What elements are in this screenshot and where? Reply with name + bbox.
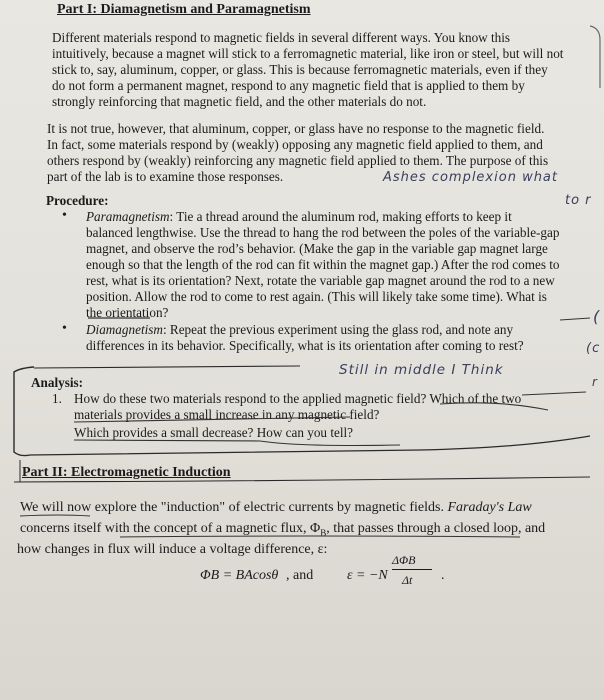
text-line: enough so that the length of the rod can fit within the magnet gap.) After the rod comes to xyxy=(86,257,560,272)
handwritten-note: to r xyxy=(565,193,592,208)
text-line: In fact, some materials respond by (weakly) opposing any magnetic field applied to them, and xyxy=(47,137,543,152)
handwritten-margin-mark: ( xyxy=(593,307,601,326)
bullet-dot: • xyxy=(62,321,67,336)
ink-underline xyxy=(560,318,590,320)
equation-end: . xyxy=(441,568,445,583)
text-line: how changes in flux will induce a voltage difference, ε: xyxy=(17,542,328,557)
text-line: Which provides a small decrease? How can you tell? xyxy=(74,425,354,440)
ink-bracket xyxy=(590,26,600,88)
handwritten-note: Ashes complexion what xyxy=(383,170,559,185)
text-line: intuitively, because a magnet will stick to a ferromagnetic material, like iron or steel, but will not xyxy=(52,46,564,61)
text-line: balanced lengthwise. Use the thread to hang the rod between the poles of the variable-gap xyxy=(86,225,560,240)
equation-separator: , and xyxy=(286,568,314,583)
text-line: do not form a permanent magnet, respond to any magnetic field that is applied to them by xyxy=(52,78,525,93)
text-line: stick to, say, aluminum, copper, or glass. This is because ferromagnetic materials, even if they xyxy=(52,62,548,77)
handwritten-margin-mark: r xyxy=(592,375,598,389)
text-line: Diamagnetism: Repeat the previous experiment using the glass rod, and note any xyxy=(86,322,514,337)
text-line: strongly reinforcing that magnetic field, and the other materials do not. xyxy=(52,94,427,109)
text-line: How do these two materials respond to the applied magnetic field? Which of the two xyxy=(74,391,522,406)
text-line: others respond by (weakly) reinforcing any magnetic field applied to them. The purpose of this xyxy=(47,153,549,168)
part2-heading: Part II: Electromagnetic Induction xyxy=(22,465,231,480)
ink-underline xyxy=(522,392,586,395)
text-line: part of the lab is to examine those responses. xyxy=(47,169,284,184)
question-number: 1. xyxy=(52,391,62,406)
text-line: materials provides a small increase in any magnetic field? xyxy=(74,407,380,422)
equation-emf-numerator: ΔΦB xyxy=(392,553,416,567)
text-line: position. Allow the rod to come to rest again. (This will likely take some time). What is xyxy=(86,289,547,304)
procedure-label: Procedure: xyxy=(46,193,109,208)
text-line: It is not true, however, that aluminum, copper, or glass have no response to the magnetic field. xyxy=(47,121,545,136)
text-line: magnet, and observe the rod’s behavior. (Make the gap in the variable gap magnet large xyxy=(86,241,548,256)
text-line: We will now explore the "induction" of electric currents by magnetic fields. Faraday's Law xyxy=(20,500,532,515)
equation-emf-left: ε = −N xyxy=(347,568,388,583)
ink-line xyxy=(34,366,300,368)
text-line: concerns itself with the concept of a magnetic flux, $\Phi_B$, that passes through a closed loop, and xyxy=(20,521,546,538)
text-line: rest, what is its orientation? Next, rotate the variable gap magnet around the rod to a new xyxy=(86,273,555,288)
text-line: Different materials respond to magnetic fields in several different ways. You know this xyxy=(52,30,511,45)
part1-heading: Part I: Diamagnetism and Paramagnetism xyxy=(57,2,311,17)
text-line: the orientation? xyxy=(86,305,169,320)
equation-flux: ΦB = BAcosθ xyxy=(200,568,279,583)
handwritten-answer: Still in middle I Think xyxy=(339,362,504,378)
handwritten-margin-mark: (c xyxy=(586,341,601,356)
equation-emf-denominator: Δt xyxy=(402,573,413,587)
text-line: Paramagnetism: Tie a thread around the aluminum rod, making efforts to keep it xyxy=(86,209,512,224)
fraction-bar xyxy=(392,569,432,570)
bullet-dot: • xyxy=(62,208,67,223)
analysis-label: Analysis: xyxy=(31,375,84,390)
text-line: differences in its behavior. Specifically, what is its orientation after coming to rest? xyxy=(86,338,524,353)
